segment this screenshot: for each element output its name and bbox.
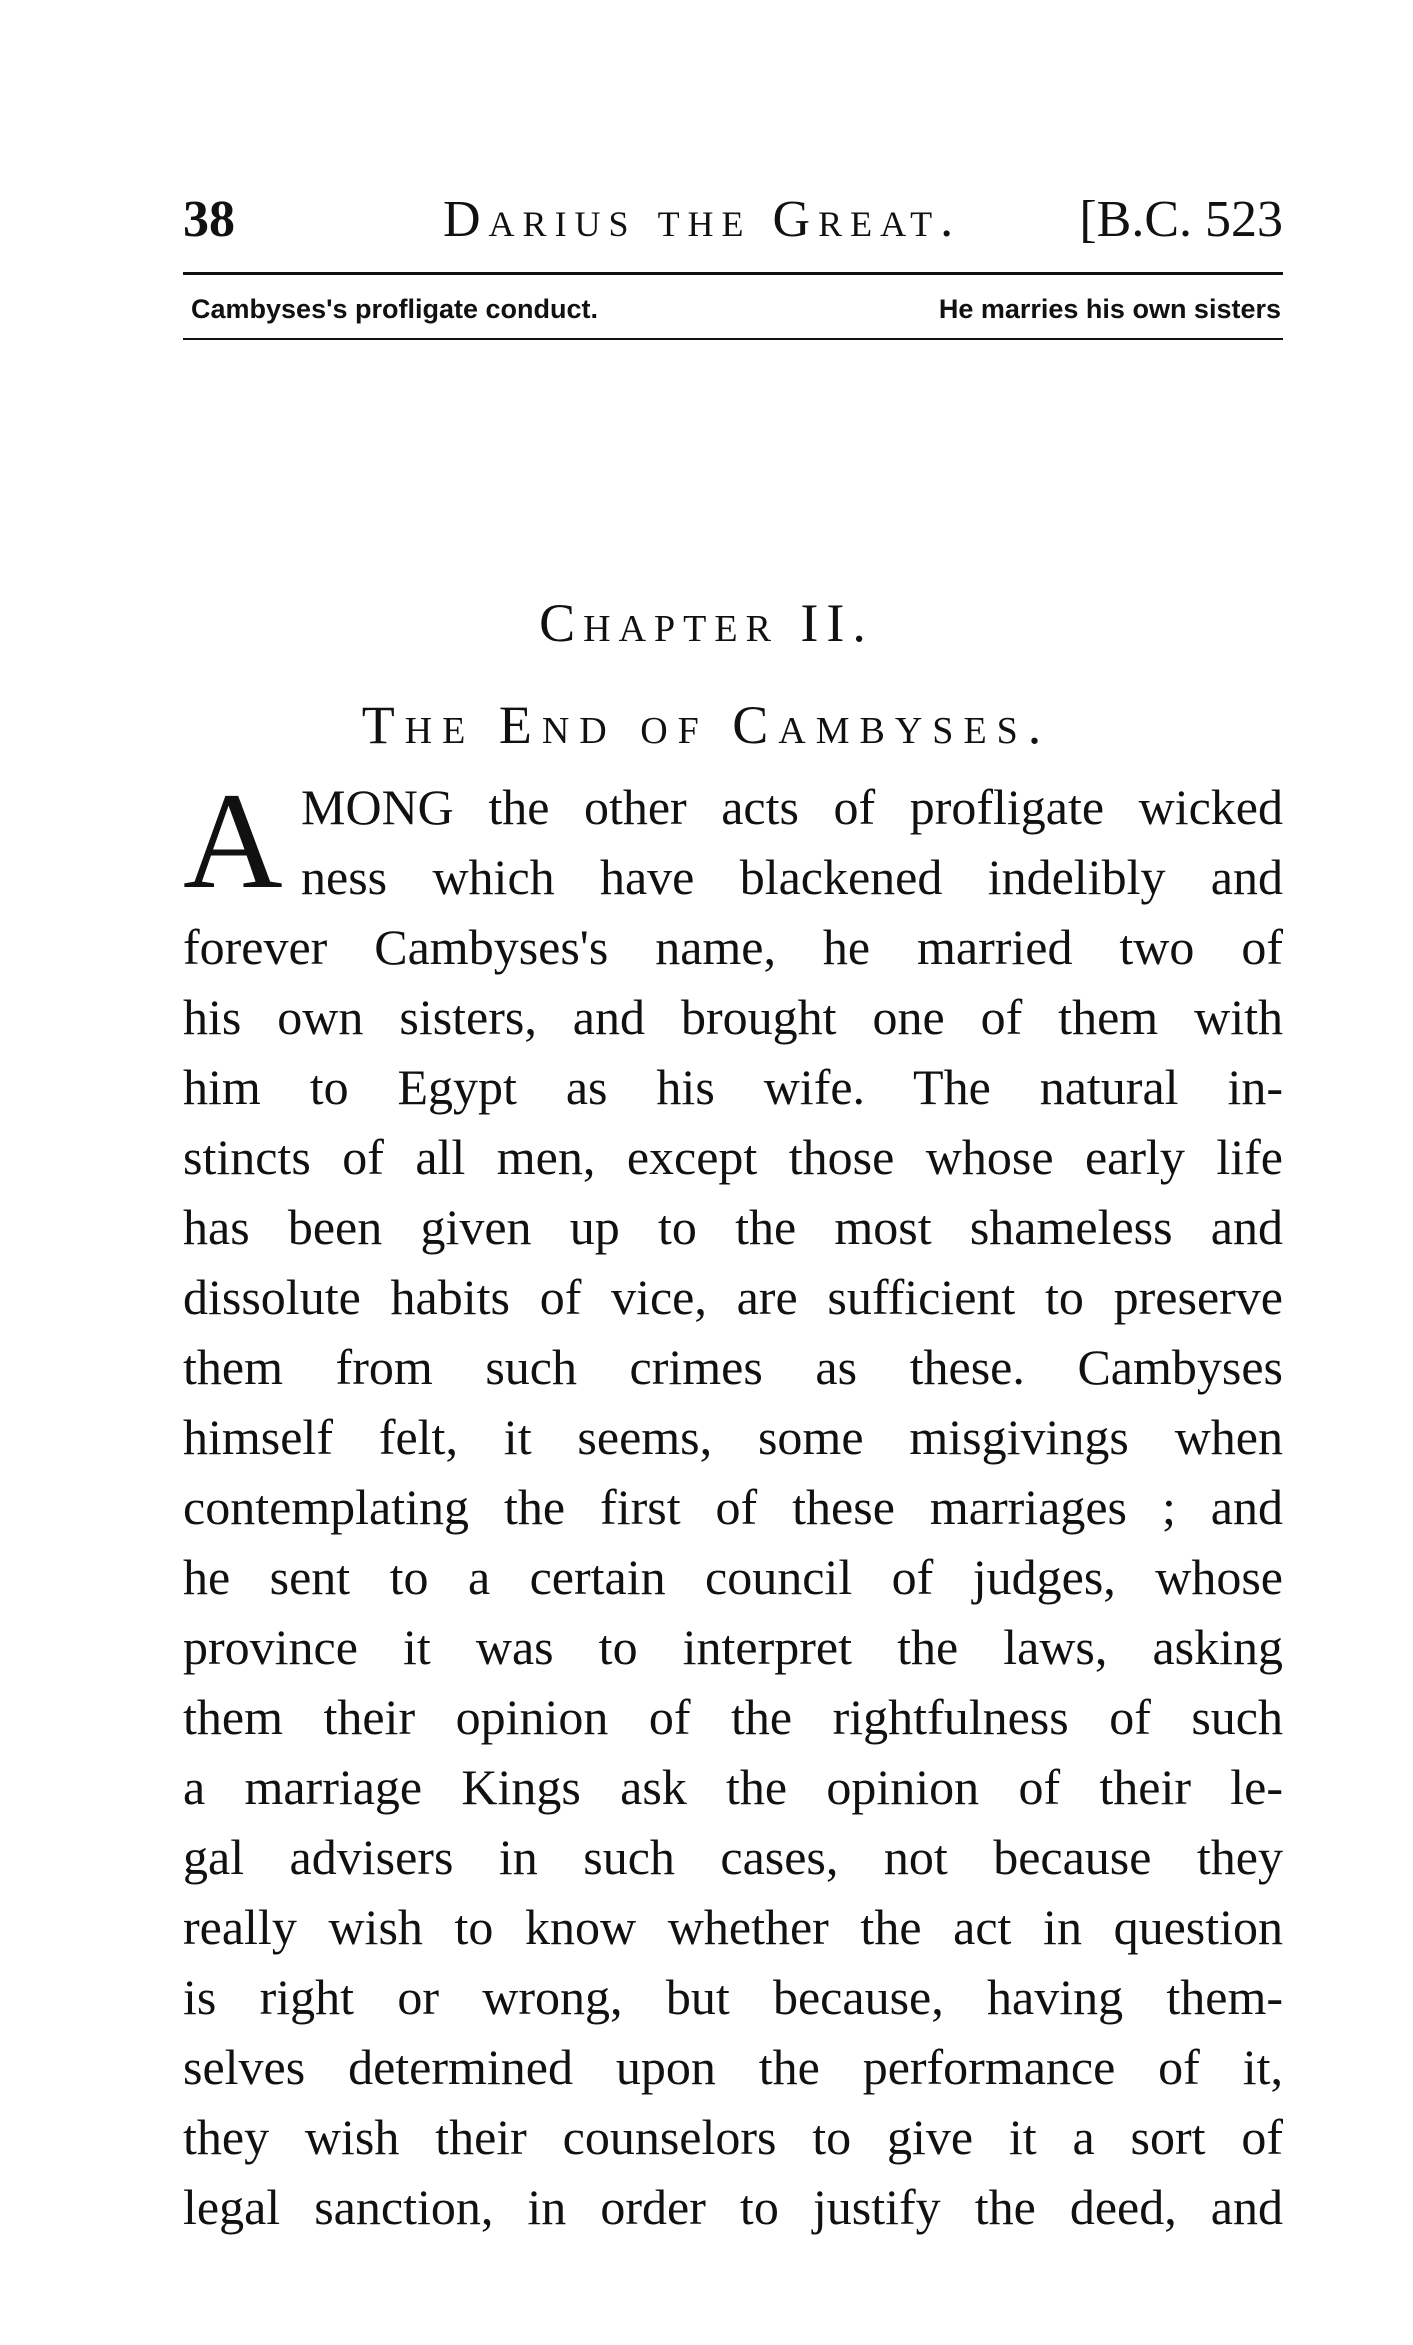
- header-rule-top: [183, 272, 1283, 275]
- text-line: gal advisers in such cases, not because they: [183, 1829, 1283, 1885]
- date-range: [B.C. 523: [1079, 191, 1283, 248]
- text-line: selves determined upon the performance of it,: [183, 2039, 1283, 2095]
- header-rule-bottom: [183, 338, 1283, 340]
- text-line: MONG the other acts of profligate wicked: [301, 779, 1283, 835]
- text-line: them their opinion of the rightfulness of such: [183, 1689, 1283, 1745]
- text-line: dissolute habits of vice, are sufficient to preserve: [183, 1269, 1283, 1325]
- text-line: has been given up to the most shameless and: [183, 1199, 1283, 1255]
- marginal-notes: [183, 285, 1283, 333]
- text-line: legal sanction, in order to justify the deed, and: [183, 2179, 1283, 2235]
- sidenote-right: He marries his own sisters: [938, 294, 1281, 324]
- text-line: they wish their counselors to give it a sort of: [183, 2109, 1283, 2165]
- sidenote-left: Cambyses's profligate conduct.: [191, 294, 599, 324]
- text-line: is right or wrong, but because, having them-: [183, 1969, 1283, 2025]
- chapter-number: Chapter II.: [539, 593, 874, 653]
- drop-cap: A: [183, 764, 283, 917]
- text-line: ness which have blackened indelibly and: [301, 849, 1283, 905]
- body-text: [183, 764, 1283, 2242]
- page-number: 38: [183, 191, 235, 248]
- text-line: contemplating the first of these marriages ; and: [183, 1479, 1283, 1535]
- text-line: a marriage Kings ask the opinion of their le-: [183, 1759, 1283, 1815]
- running-head: [183, 185, 1283, 255]
- chapter-title: The End of Cambyses.: [361, 695, 1052, 755]
- text-line: himself felt, it seems, some misgivings when: [183, 1409, 1283, 1465]
- book-title: Darius the Great.: [443, 191, 962, 248]
- text-line: his own sisters, and brought one of them with: [183, 989, 1283, 1045]
- text-line: really wish to know whether the act in question: [183, 1899, 1283, 1955]
- text-line: he sent to a certain council of judges, whose: [183, 1549, 1283, 1605]
- text-line: stincts of all men, except those whose early life: [183, 1129, 1283, 1185]
- text-line: them from such crimes as these. Cambyses: [183, 1339, 1283, 1395]
- text-line: forever Cambyses's name, he married two of: [183, 919, 1283, 975]
- text-line: province it was to interpret the laws, asking: [183, 1619, 1283, 1675]
- text-line: him to Egypt as his wife. The natural in-: [183, 1059, 1283, 1115]
